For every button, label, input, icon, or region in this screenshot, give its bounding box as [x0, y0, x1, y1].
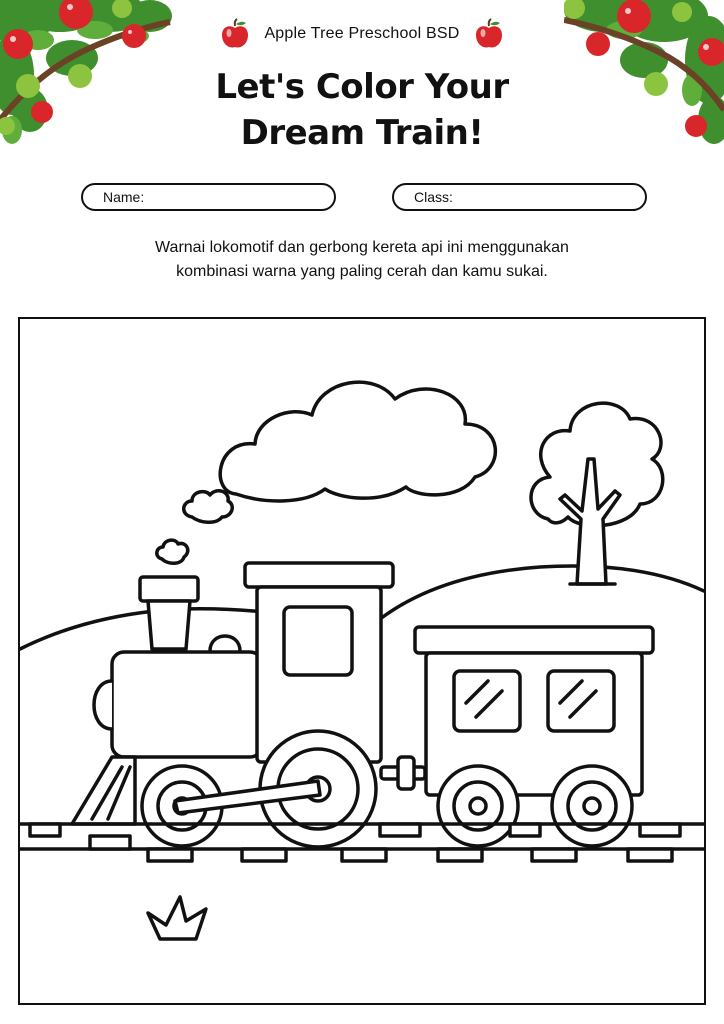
instruction-line-1: Warnai lokomotif dan gerbong kereta api ini menggunakan: [155, 239, 569, 256]
boiler-front: [94, 681, 112, 729]
cab-window: [284, 607, 352, 675]
instruction-text: [0, 236, 724, 284]
class-field: [392, 183, 647, 211]
smoke-puff-large: [184, 491, 233, 523]
instruction-line-2: kombinasi warna yang paling cerah dan kamu sukai.: [176, 263, 548, 280]
steam-dome: [210, 636, 240, 651]
coloring-area[interactable]: [18, 317, 706, 1005]
class-input[interactable]: [453, 189, 634, 205]
school-header: [0, 18, 724, 50]
grass-tuft: [148, 897, 206, 939]
class-label: Class: [414, 189, 450, 205]
name-colon: :: [140, 189, 145, 205]
boiler: [112, 652, 262, 757]
cab-roof: [245, 563, 393, 587]
smoke-puff-small: [157, 540, 188, 563]
hill-right: [380, 566, 704, 619]
apple-icon: [474, 18, 504, 50]
cowcatcher: [72, 757, 135, 824]
train-coloring-illustration: [20, 319, 704, 1003]
cloud-large: [220, 382, 495, 501]
school-name: Apple Tree Preschool BSD: [264, 25, 460, 42]
page-title: [0, 64, 724, 156]
chimney-pipe: [148, 601, 190, 649]
title-line-2: Dream Train!: [240, 113, 484, 153]
apple-icon: [220, 18, 250, 50]
class-colon: :: [449, 189, 453, 205]
title-line-1: Let's Color Your: [215, 67, 509, 107]
chimney-top: [140, 577, 198, 601]
name-field: [81, 183, 336, 211]
wagon-roof: [415, 627, 653, 653]
name-label: Name: [103, 189, 141, 205]
name-input[interactable]: [144, 189, 325, 205]
